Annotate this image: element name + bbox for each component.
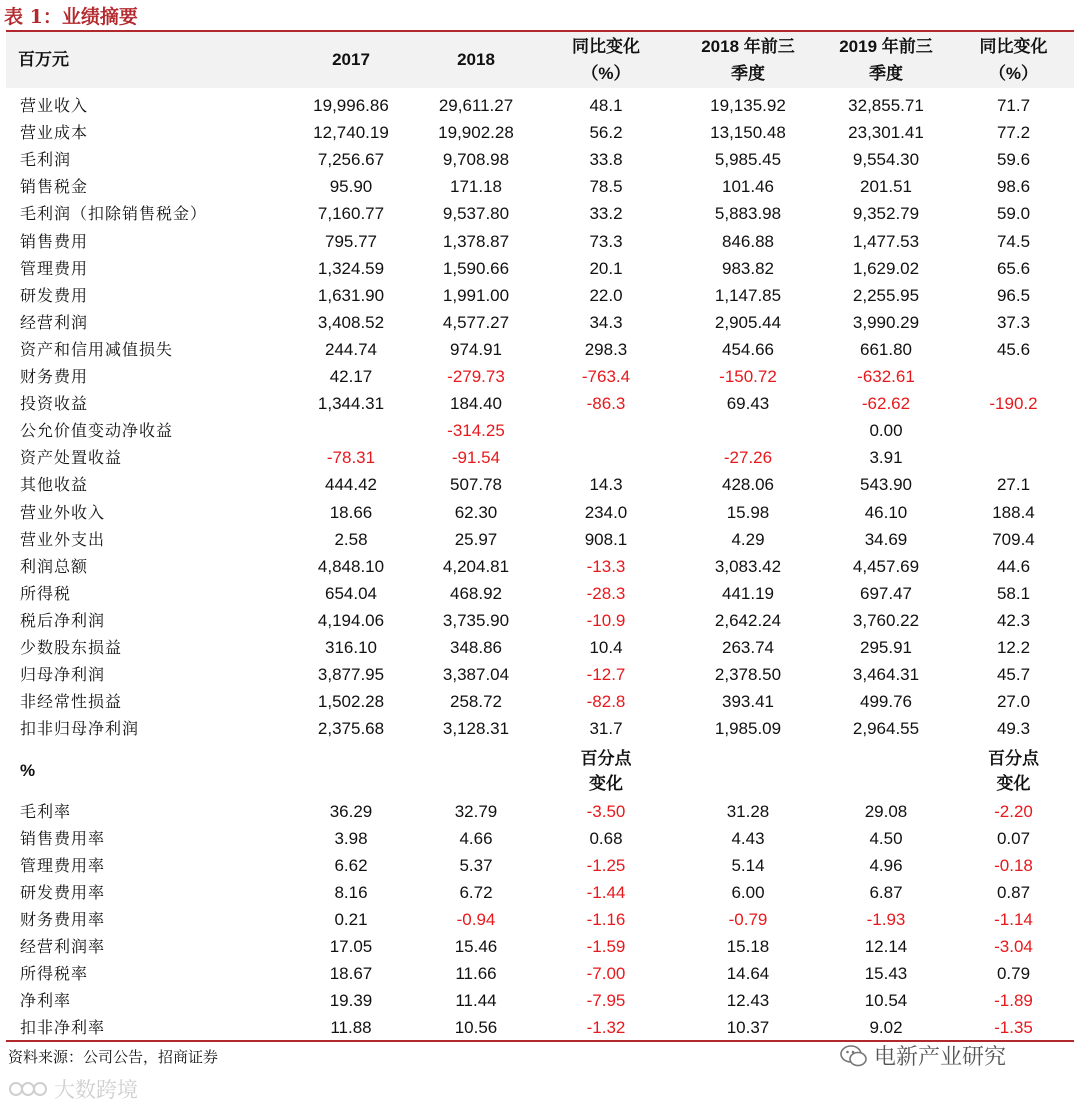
row-value: 69.43 <box>726 394 770 414</box>
row-value: 983.82 <box>722 258 774 278</box>
row-value: 10.54 <box>864 991 908 1010</box>
row-label: 经营利润率 <box>20 937 106 956</box>
table-row <box>6 825 1074 852</box>
table-row <box>6 471 1074 498</box>
row-value: -1.25 <box>586 856 626 875</box>
row-value: 19.39 <box>329 991 373 1010</box>
row-value: -27.26 <box>723 448 773 468</box>
row-value: 12.43 <box>726 991 770 1010</box>
row-value: 3,128.31 <box>442 719 510 739</box>
table-row <box>6 580 1074 607</box>
row-value: 78.5 <box>589 177 623 197</box>
row-value: 4,457.69 <box>852 556 920 576</box>
row-value: 9,352.79 <box>852 204 920 224</box>
row-value: 3,387.04 <box>442 665 510 685</box>
header-yoy-2-line1: 同比变化 <box>979 37 1048 56</box>
row-value: 10.4 <box>589 638 623 657</box>
row-value: -1.14 <box>994 910 1033 929</box>
wechat-watermark <box>840 1040 1006 1071</box>
row-value: 48.1 <box>589 96 623 115</box>
row-value: 5.37 <box>459 856 493 875</box>
row-value: 201.51 <box>860 177 912 197</box>
row-value: 1,477.53 <box>852 231 920 251</box>
row-value: -0.79 <box>728 910 768 929</box>
header-2019-q3 <box>816 33 956 87</box>
row-value: -0.94 <box>456 910 496 929</box>
table-row <box>6 661 1074 688</box>
row-value: 1,324.59 <box>317 258 385 278</box>
row-value: 46.10 <box>864 502 908 522</box>
row-value: 661.80 <box>860 339 912 359</box>
row-value: 23,301.41 <box>848 123 924 143</box>
row-label: 营业成本 <box>20 123 89 143</box>
row-value: 37.3 <box>996 312 1031 332</box>
row-value: 234.0 <box>584 502 628 522</box>
table-row <box>6 933 1074 960</box>
row-value: 543.90 <box>860 475 912 495</box>
table-row <box>6 798 1074 825</box>
row-value: -91.54 <box>451 448 501 468</box>
row-value: 74.5 <box>996 231 1031 251</box>
row-value: -62.62 <box>861 394 911 414</box>
row-value: 42.17 <box>329 367 373 386</box>
row-value: 34.69 <box>864 529 908 549</box>
row-value: -1.93 <box>866 910 906 929</box>
row-value: 974.91 <box>450 339 502 359</box>
row-label: 管理费用 <box>20 258 89 278</box>
table-row <box>6 119 1074 146</box>
row-value: 3,408.52 <box>317 312 385 332</box>
row-value: -12.7 <box>586 665 626 685</box>
row-value: 13,150.48 <box>710 123 786 143</box>
row-value: 295.91 <box>860 638 912 657</box>
row-value: 184.40 <box>450 394 502 414</box>
row-label: 财务费用 <box>20 367 89 386</box>
row-label: 研发费用 <box>20 285 89 305</box>
row-value: 29,611.27 <box>438 96 514 115</box>
row-value: 1,590.66 <box>442 258 510 278</box>
row-value: 32,855.71 <box>848 96 924 115</box>
row-label: 管理费用率 <box>20 856 106 875</box>
row-value: 45.7 <box>996 665 1031 685</box>
row-value: 20.1 <box>589 258 623 278</box>
table-row <box>6 634 1074 661</box>
row-label: 毛利润 <box>20 150 72 170</box>
row-label: 营业收入 <box>20 96 89 115</box>
row-value: 3,083.42 <box>714 556 782 576</box>
row-value: 18.67 <box>329 964 373 983</box>
row-value: 5,883.98 <box>714 204 782 224</box>
row-value: 2,642.24 <box>714 610 782 630</box>
row-value: 15.43 <box>864 964 908 983</box>
row-label: 其他收益 <box>20 475 89 495</box>
row-value: 12.14 <box>864 937 908 956</box>
row-label: 财务费用率 <box>20 910 106 929</box>
header-2019-q3-line1: 2019 年前三 <box>839 37 933 56</box>
table-row <box>6 607 1074 634</box>
row-value: 18.66 <box>329 502 373 522</box>
table-row <box>6 715 1074 742</box>
row-value: 31.28 <box>726 802 770 821</box>
row-value: 428.06 <box>722 475 774 495</box>
row-value: 11.44 <box>455 991 497 1010</box>
row-value: 4.43 <box>731 829 765 848</box>
row-value: 3,760.22 <box>852 610 920 630</box>
row-label: 营业外收入 <box>20 502 106 522</box>
pct-header-col3-line2: 变化 <box>589 774 623 793</box>
row-value: 1,985.09 <box>714 719 782 739</box>
table-row <box>6 228 1074 255</box>
row-value: -0.18 <box>994 856 1033 875</box>
row-value: -7.00 <box>586 964 626 983</box>
row-value: 0.79 <box>996 964 1031 983</box>
table-row <box>6 879 1074 906</box>
row-value: 263.74 <box>722 638 774 657</box>
row-value: -190.2 <box>989 394 1038 414</box>
header-unit: 百万元 <box>18 50 69 69</box>
row-value: 14.3 <box>589 475 623 495</box>
row-value: 3.98 <box>334 829 368 848</box>
row-value: 9.02 <box>869 1018 903 1037</box>
row-value: -314.25 <box>447 421 505 441</box>
row-value: -279.73 <box>447 367 505 386</box>
row-value: 1,502.28 <box>317 692 385 712</box>
row-value: 454.66 <box>722 339 774 359</box>
row-value: -7.95 <box>586 991 626 1010</box>
header-2018: 2018 <box>457 50 495 69</box>
row-value: 98.6 <box>996 177 1031 197</box>
row-value: 3.91 <box>869 448 903 468</box>
row-value <box>951 444 1076 471</box>
bottom-watermark-text: 大数跨境 <box>54 1078 138 1102</box>
row-value: 4.29 <box>731 529 765 549</box>
row-value: 6.72 <box>459 883 493 902</box>
row-value: 19,902.28 <box>438 123 514 143</box>
wechat-watermark-text: 电新产业研究 <box>874 1045 1007 1070</box>
header-yoy-1-line1: 同比变化 <box>572 37 640 56</box>
row-label: 资产处置收益 <box>20 448 123 468</box>
row-value: 6.62 <box>334 856 368 875</box>
row-value: 73.3 <box>589 231 623 251</box>
row-label: 税后净利润 <box>20 610 106 630</box>
row-value: 4,204.81 <box>442 556 510 576</box>
row-value: 11.66 <box>455 964 497 983</box>
row-value: 62.30 <box>454 502 498 522</box>
row-value: 3,990.29 <box>852 312 920 332</box>
row-value: 9,708.98 <box>442 150 510 170</box>
row-value: 908.1 <box>584 529 628 549</box>
row-label: 资产和信用减值损失 <box>20 339 174 359</box>
bottom-watermark <box>8 1074 138 1104</box>
row-value: 4,848.10 <box>317 556 385 576</box>
row-value: 5,985.45 <box>714 150 782 170</box>
row-value: 96.5 <box>996 285 1031 305</box>
table-row <box>6 173 1074 200</box>
row-label: 扣非净利率 <box>20 1018 106 1037</box>
row-value: -28.3 <box>586 583 626 603</box>
row-value: 1,631.90 <box>317 285 385 305</box>
row-value: 15.46 <box>454 937 498 956</box>
header-yoy-1-line2: （%） <box>581 64 631 83</box>
row-value: 2,375.68 <box>317 719 385 739</box>
row-label: 净利率 <box>20 991 72 1010</box>
row-value: 348.86 <box>450 638 502 657</box>
row-value: 171.18 <box>450 177 502 197</box>
row-value: 2,964.55 <box>852 719 920 739</box>
row-value: 4.50 <box>869 829 903 848</box>
table-row <box>6 92 1074 119</box>
row-value: -1.59 <box>586 937 626 956</box>
source-note: 资料来源：公司公告，招商证券 <box>8 1048 219 1066</box>
row-value: 9,554.30 <box>852 150 920 170</box>
table-row <box>6 852 1074 879</box>
pct-header-col6-line1: 百分点 <box>988 749 1039 768</box>
row-value: 17.05 <box>329 937 373 956</box>
row-value: 1,147.85 <box>714 285 782 305</box>
row-value: 244.74 <box>325 339 377 359</box>
table-row <box>6 282 1074 309</box>
pct-header-col3-line1: 百分点 <box>580 749 632 768</box>
row-label: 所得税率 <box>20 964 89 983</box>
row-value: 0.68 <box>589 829 623 848</box>
row-value: 7,256.67 <box>317 150 385 170</box>
row-value: 846.88 <box>722 231 774 251</box>
row-value: 2,255.95 <box>852 285 920 305</box>
row-value: -1.32 <box>586 1018 626 1037</box>
table-row <box>6 390 1074 417</box>
table-header <box>6 32 1074 88</box>
row-value: 71.7 <box>996 96 1031 115</box>
row-label: 毛利率 <box>20 802 72 821</box>
row-value: 31.7 <box>589 719 623 739</box>
row-value: 4,194.06 <box>317 610 385 630</box>
row-label: 销售费用 <box>20 231 89 251</box>
table-row <box>6 363 1074 390</box>
row-value <box>541 444 671 471</box>
row-value: 10.56 <box>454 1018 498 1037</box>
row-value: 0.87 <box>996 883 1031 902</box>
row-value: 1,629.02 <box>852 258 920 278</box>
row-value: 101.46 <box>722 177 774 197</box>
row-label: 销售税金 <box>20 177 89 197</box>
row-label: 利润总额 <box>20 556 89 576</box>
row-value: -78.31 <box>326 448 376 468</box>
row-label: 所得税 <box>20 583 72 603</box>
row-value: 27.1 <box>996 475 1031 495</box>
row-value: 29.08 <box>864 802 908 821</box>
row-label: 投资收益 <box>20 394 89 414</box>
percent-section-header <box>6 746 1074 796</box>
row-value: -1.89 <box>994 991 1033 1010</box>
row-value: -1.16 <box>586 910 626 929</box>
table-row <box>6 906 1074 933</box>
wechat-icon <box>840 1044 868 1068</box>
row-value: 188.4 <box>992 502 1035 522</box>
row-value: 34.3 <box>589 312 623 332</box>
row-value: 32.79 <box>454 802 498 821</box>
row-value: 49.3 <box>996 719 1031 739</box>
row-value <box>951 417 1076 444</box>
table-row <box>6 688 1074 715</box>
table-row <box>6 526 1074 553</box>
row-value: 0.00 <box>869 421 903 441</box>
row-value: 9,537.80 <box>442 204 510 224</box>
header-2018-q3 <box>678 33 818 87</box>
row-value: -3.04 <box>994 937 1033 956</box>
row-value: 33.2 <box>589 204 623 224</box>
table-row <box>6 499 1074 526</box>
row-value <box>286 417 416 444</box>
row-label: 营业外支出 <box>20 529 106 549</box>
table-row <box>6 336 1074 363</box>
row-value: 499.76 <box>860 692 912 712</box>
row-value: 59.6 <box>996 150 1031 170</box>
row-value: 27.0 <box>996 692 1031 712</box>
table-row <box>6 417 1074 444</box>
table-row <box>6 255 1074 282</box>
row-value: 8.16 <box>334 883 368 902</box>
row-value: -1.44 <box>586 883 626 902</box>
row-value: 2.58 <box>334 529 368 549</box>
row-value: 45.6 <box>996 339 1031 359</box>
row-value: 4.96 <box>869 856 903 875</box>
row-value: 1,378.87 <box>442 231 510 251</box>
row-value: 58.1 <box>996 583 1031 603</box>
row-value: 15.18 <box>726 937 770 956</box>
row-value: -82.8 <box>586 692 626 712</box>
row-value: 22.0 <box>589 285 623 305</box>
row-value: 15.98 <box>726 502 770 522</box>
row-value: 654.04 <box>325 583 377 603</box>
row-value: 36.29 <box>329 802 373 821</box>
row-value: -1.35 <box>994 1018 1033 1037</box>
pct-header-col6-line2: 变化 <box>996 774 1031 793</box>
row-value: -3.50 <box>586 802 626 821</box>
row-value: 3,735.90 <box>442 610 510 630</box>
header-yoy-2 <box>951 33 1076 87</box>
row-value: 6.00 <box>731 883 765 902</box>
row-value: 59.0 <box>996 204 1031 224</box>
row-value: 56.2 <box>589 123 623 143</box>
header-yoy-1 <box>541 33 671 87</box>
row-value: 19,996.86 <box>313 96 389 115</box>
table-row <box>6 444 1074 471</box>
row-value: 393.41 <box>722 692 774 712</box>
table-row <box>6 146 1074 173</box>
row-value: 258.72 <box>450 692 502 712</box>
row-label: 毛利润（扣除销售税金） <box>20 204 208 224</box>
table-row <box>6 200 1074 227</box>
row-value: 44.6 <box>996 556 1031 576</box>
row-value: 1,991.00 <box>442 285 510 305</box>
row-value: 316.10 <box>325 638 377 657</box>
row-value: 11.88 <box>330 1018 372 1037</box>
row-label: 公允价值变动净收益 <box>20 421 174 441</box>
row-value: 6.87 <box>869 883 903 902</box>
row-value: 3,464.31 <box>852 665 920 685</box>
row-value <box>951 363 1076 390</box>
row-label: 销售费用率 <box>20 829 106 848</box>
row-value: 4,577.27 <box>442 312 510 332</box>
row-value: 95.90 <box>329 177 373 197</box>
row-value: 468.92 <box>450 583 502 603</box>
row-value: 25.97 <box>454 529 498 549</box>
row-value: 12.2 <box>996 638 1031 657</box>
row-value: 12,740.19 <box>313 123 389 143</box>
row-value: 0.07 <box>996 829 1031 848</box>
row-value: 5.14 <box>731 856 765 875</box>
row-label: 归母净利润 <box>20 665 106 685</box>
header-2018-q3-line1: 2018 年前三 <box>701 37 795 56</box>
row-value: 77.2 <box>996 123 1031 143</box>
row-value: 697.47 <box>860 583 912 603</box>
row-value: -763.4 <box>581 367 631 386</box>
row-value: 14.64 <box>726 964 770 983</box>
row-value: 795.77 <box>325 231 377 251</box>
row-value: 507.78 <box>450 475 502 495</box>
row-value: 42.3 <box>996 610 1031 630</box>
row-label: 扣非归母净利润 <box>20 719 140 739</box>
row-value: 4.66 <box>459 829 493 848</box>
table-row <box>6 553 1074 580</box>
row-value: 709.4 <box>992 529 1035 549</box>
row-value: 33.8 <box>589 150 623 170</box>
brand-logo-icon <box>8 1078 48 1100</box>
row-value: -10.9 <box>586 610 626 630</box>
row-value: 1,344.31 <box>317 394 385 414</box>
row-value: 65.6 <box>996 258 1031 278</box>
row-value <box>541 417 671 444</box>
percent-unit: % <box>20 761 36 780</box>
row-value: 298.3 <box>584 339 628 359</box>
row-label: 非经常性损益 <box>20 692 123 712</box>
header-2018-q3-line2: 季度 <box>731 64 765 83</box>
row-value <box>678 417 818 444</box>
row-label: 研发费用率 <box>20 883 106 902</box>
header-2017: 2017 <box>332 50 370 69</box>
row-value: 3,877.95 <box>317 665 385 685</box>
row-value: 2,378.50 <box>714 665 782 685</box>
header-2019-q3-line2: 季度 <box>869 64 903 83</box>
row-value: 19,135.92 <box>710 96 786 115</box>
row-value: -632.61 <box>857 367 915 386</box>
header-yoy-2-line2: （%） <box>988 64 1039 83</box>
table-row <box>6 987 1074 1014</box>
row-value: 2,905.44 <box>714 312 782 332</box>
row-label: 少数股东损益 <box>20 638 123 657</box>
row-value: 0.21 <box>334 910 368 929</box>
row-value: -86.3 <box>586 394 626 414</box>
row-value: 7,160.77 <box>317 204 385 224</box>
row-value: 10.37 <box>726 1018 770 1037</box>
row-value: -13.3 <box>586 556 626 576</box>
row-value: 441.19 <box>722 583 774 603</box>
table-title: 表 1：业绩摘要 <box>4 6 138 28</box>
row-label: 经营利润 <box>20 312 89 332</box>
row-value: 444.42 <box>325 475 377 495</box>
row-value: -150.72 <box>719 367 777 386</box>
row-value: -2.20 <box>994 802 1033 821</box>
table-row <box>6 960 1074 987</box>
table-row <box>6 1014 1074 1041</box>
table-row <box>6 309 1074 336</box>
